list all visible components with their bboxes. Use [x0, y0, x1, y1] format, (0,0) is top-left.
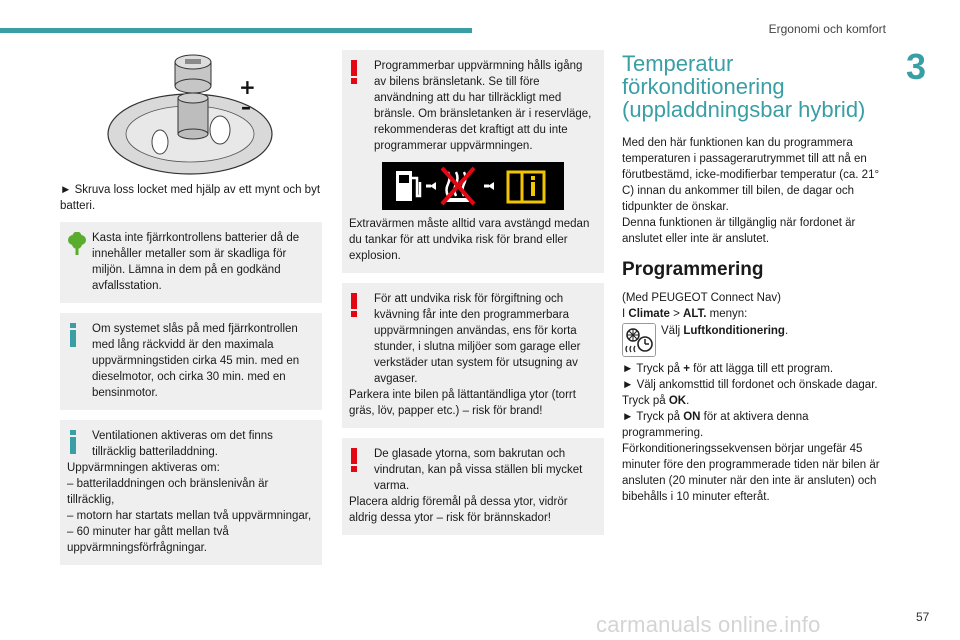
svg-text:+: +: [239, 75, 256, 99]
environment-note: [60, 222, 322, 303]
info-line: Ventilationen aktiveras om det finns tillräcklig batteriladdning.: [92, 430, 273, 458]
select-ac-row: [622, 323, 884, 357]
column-2: [342, 50, 604, 545]
warning-hot-glass-text: De glasade ytorna, som bakrutan och vindrutan, kan på vissa ställen bli mycket varma.: [374, 448, 583, 492]
tree-icon: [67, 232, 87, 256]
step-add-program: ► Tryck på + för att lägga till ett program.: [622, 363, 834, 375]
air-conditioning-clock-icon: [622, 323, 656, 357]
nav-requirement: (Med PEUGEOT Connect Nav): [622, 292, 781, 304]
preconditioning-sequence: Förkonditioneringssekvensen börjar ungefär 45 minuter före den programmerade tiden när bilen är ansluten (20 minuter när den inte är ansluten) och bibehålls i 10 minuter efteråt.: [622, 443, 880, 503]
info-line: – batteriladdningen och bränslenivån är tillräcklig,: [67, 478, 269, 506]
warning-poisoning: [342, 283, 604, 428]
info-line: – motorn har startats mellan två uppvärmningar,: [67, 510, 312, 522]
step-activate: ► Tryck på ON för at aktivera denna programmering.: [622, 411, 809, 439]
remote-battery-illustration: [60, 50, 322, 178]
warning-poisoning-text: För att undvika risk för förgiftning och kvävning får inte den programmerbara uppvärmningen användas, ens för korta stunder, i slutna miljöer som garage eller verkstäder utan system för utsugning av avgaser.: [374, 293, 581, 385]
warning-icon: [349, 293, 359, 317]
environment-note-text: Kasta inte fjärrkontrollens batterier då de innehåller metaller som är skadliga för miljön. Lämna in dem på en godkänd avfallsstation.: [92, 232, 300, 292]
warning-fuel: [342, 50, 604, 273]
warning-hot-glass-extra: Placera aldrig föremål på dessa ytor, vidrör aldrig dessa ytor – risk för brännskador!: [349, 496, 568, 524]
section-title: Ergonomi och komfort: [768, 22, 886, 36]
info-line: – 60 minuter har gått mellan två uppvärmningsförfrågningar.: [67, 526, 229, 554]
info-note-range-text: Om systemet slås på med fjärrkontrollen med lång räckvidd är den maximala uppvärmningstiden cirka 45 min. med en dieselmotor, och cirka 30 min. med en bensinmotor.: [92, 323, 300, 399]
info-icon: [67, 323, 79, 347]
warning-icon: [349, 60, 359, 84]
menu-climate: Climate: [628, 308, 670, 320]
warning-fuel-text: Programmerbar uppvärmning hålls igång av bilens bränsletank. Se till före användning att du har tillräckligt med bränsle. Om bränsletanken är i reservläge, rekommenderas det kraftigt att du inte programmerar uppvärmningen.: [374, 60, 592, 152]
column-1: [60, 50, 322, 575]
section-heading: Temperatur förkonditionering (uppladdningsbar hybrid): [622, 51, 866, 122]
menu-alt: ALT.: [683, 308, 707, 320]
no-heating-while-refuelling-pictogram: [382, 162, 564, 210]
step-select-time: ► Välj ankomsttid till fordonet och önskade dagar. Tryck på OK.: [622, 379, 878, 407]
ac-menu-item: Luftkonditionering: [683, 325, 785, 337]
programming-heading: Programmering: [622, 259, 764, 280]
warning-fuel-extra: Extravärmen måste alltid vara avstängd medan du tankar för att undvika risk för brand eller explosion.: [349, 218, 590, 262]
page-number: 57: [916, 610, 930, 624]
info-icon: [67, 430, 79, 454]
unscrew-step: ► Skruva loss locket med hjälp av ett mynt och byt batteri.: [60, 184, 321, 212]
header-accent-bar: [0, 28, 472, 33]
svg-text:–: –: [241, 95, 251, 119]
select-ac-text: Välj Luftkonditionering.: [661, 325, 789, 337]
watermark: carmanuals online.info: [596, 612, 821, 637]
warning-hot-glass: [342, 438, 604, 535]
info-line: Uppvärmningen aktiveras om:: [67, 462, 220, 474]
info-note-ventilation: [60, 420, 322, 565]
chapter-number: 3: [906, 46, 927, 87]
warning-poisoning-extra: Parkera inte bilen på lättantändliga ytor (torrt gräs, löv, papper etc.) – risk för brand!: [349, 389, 576, 417]
menu-path: I Climate > ALT. menyn:: [622, 308, 748, 320]
info-note-range: [60, 313, 322, 410]
column-3: [622, 52, 884, 505]
intro-paragraph: Med den här funktionen kan du programmera temperaturen i passagerarutrymmet till att nå en förutbestämd, icke-modifierbar temperatur (ca. 21° C) innan du ankommer till bilen, de dagar och tidpunkter de önskar.: [622, 137, 880, 213]
intro-availability: Denna funktionen är tillgänglig när fordonet är anslutet eller inte är anslutet.: [622, 217, 856, 245]
warning-icon: [349, 448, 359, 472]
